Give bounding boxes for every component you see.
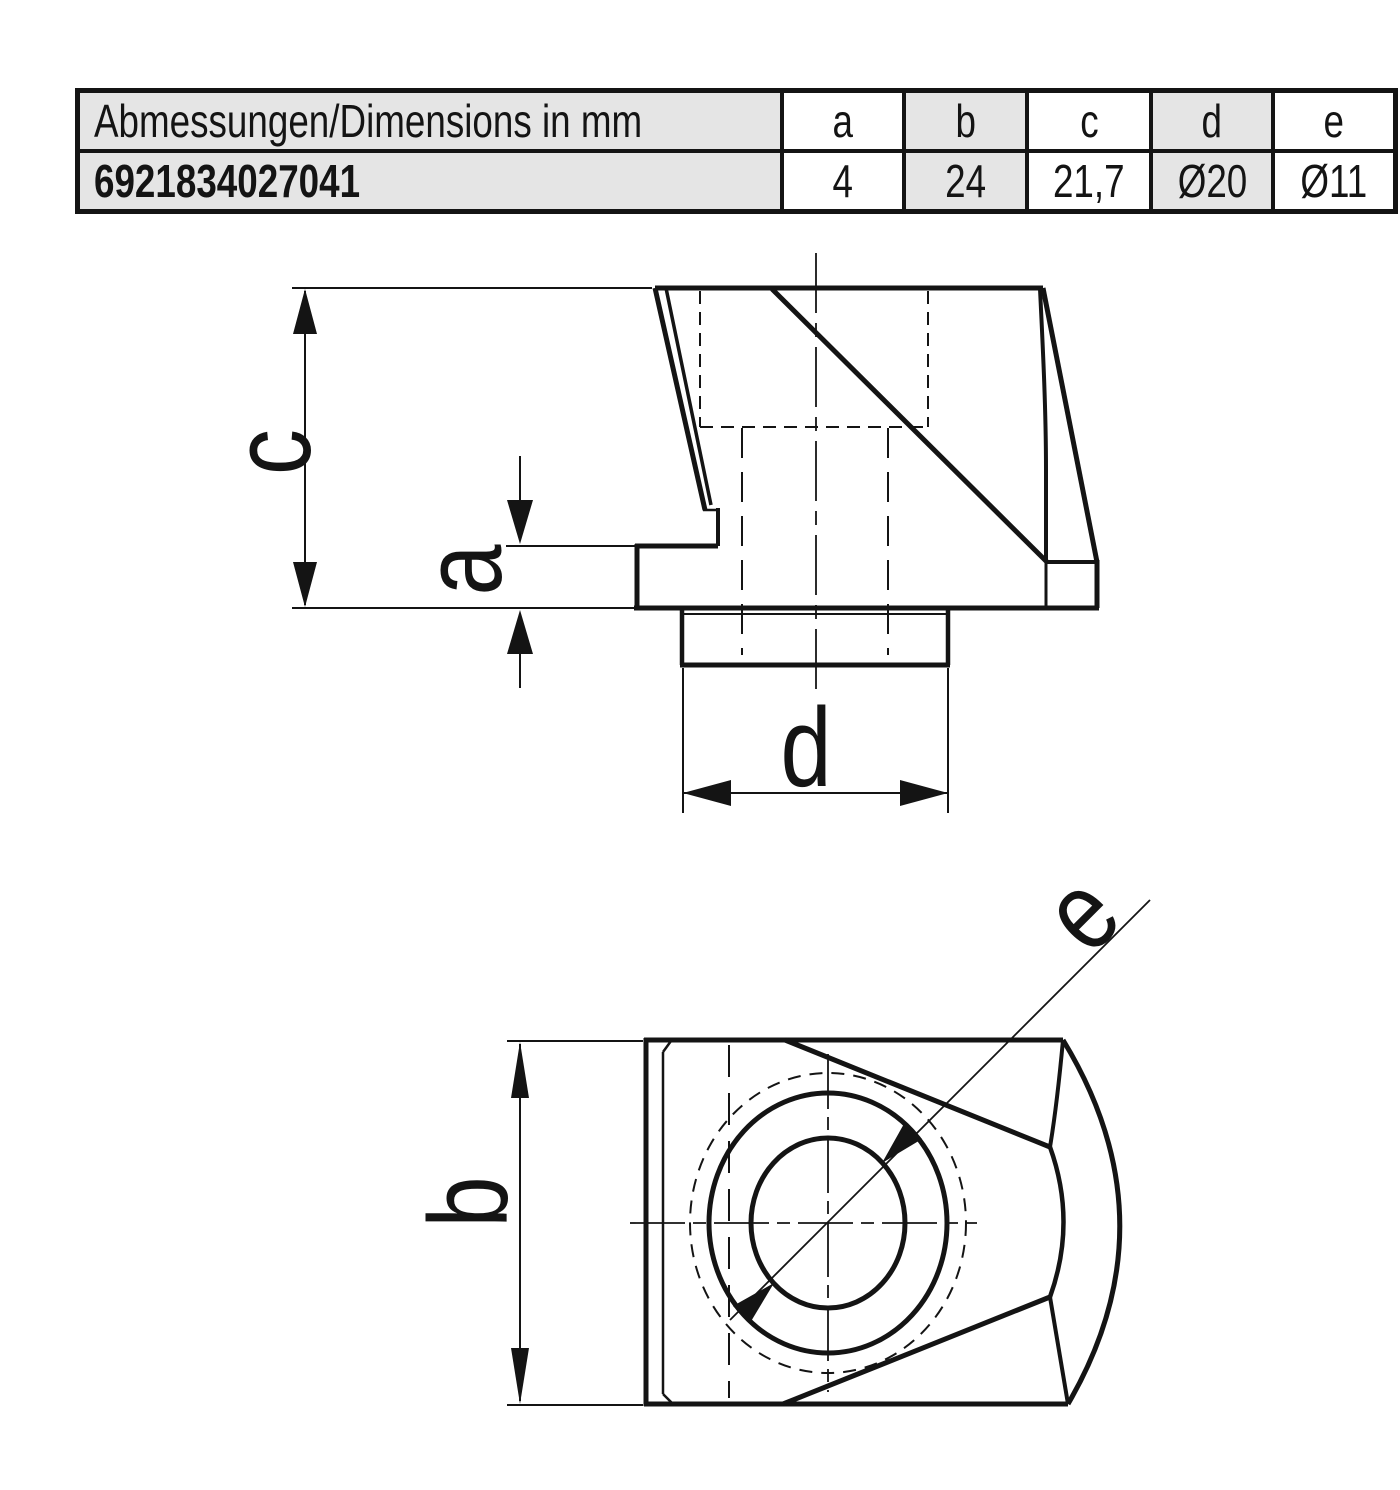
dimension-d (683, 668, 948, 813)
article-number: 6921834027041 (94, 155, 361, 207)
label-d: d (780, 684, 832, 811)
dimension-b (405, 1041, 643, 1405)
label-c: c (208, 429, 335, 475)
table-title: Abmessungen/Dimensions in mm (94, 95, 643, 147)
value-e: Ø11 (1273, 151, 1395, 212)
top-view (405, 850, 1150, 1406)
value-d: Ø20 (1151, 151, 1273, 212)
value-a: 4 (782, 151, 904, 212)
col-header-d: d (1151, 91, 1273, 152)
col-header-e: e (1273, 91, 1395, 152)
label-a: a (399, 544, 526, 596)
value-b: 24 (904, 151, 1027, 212)
label-e: e (1017, 849, 1143, 975)
side-view (208, 253, 1099, 813)
dimension-a (399, 456, 636, 688)
col-header-a: a (782, 91, 904, 152)
label-b: b (405, 1176, 532, 1228)
value-c: 21,7 (1027, 151, 1151, 212)
hidden-bore-lines (700, 291, 928, 655)
col-header-b: b (904, 91, 1027, 152)
col-header-c: c (1027, 91, 1151, 152)
